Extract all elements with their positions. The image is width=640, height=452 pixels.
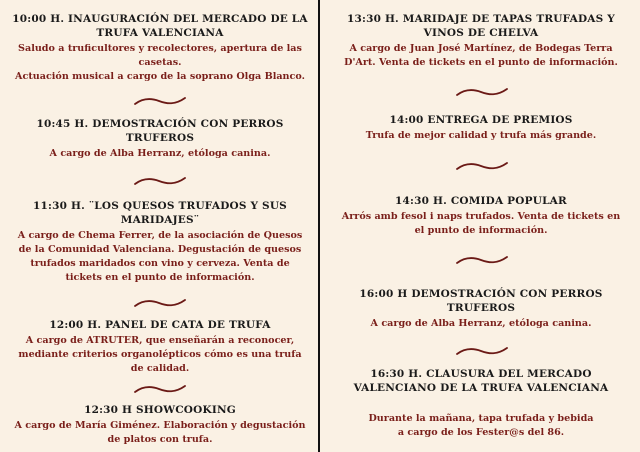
event-desc-line: tickets en el punto de información.: [65, 272, 255, 283]
event-desc-line: A cargo de Alba Herranz, etóloga canina.: [49, 148, 271, 159]
event-title: [0, 403, 320, 417]
ornament-swirl-icon: [133, 175, 187, 187]
event-title: [0, 12, 320, 40]
event-title-line: TRUFA VALENCIANA: [96, 27, 224, 39]
event-description: [322, 42, 640, 70]
event-desc-line: trufados maridados con vino y cerveza. Venta de: [30, 258, 290, 269]
event-title-line: 10:00 H. INAUGURACIÓN DEL MERCADO DE LA: [12, 13, 308, 25]
event-demostracion-perros-2: [322, 287, 640, 331]
event-title-line: 14:00 ENTREGA DE PREMIOS: [389, 114, 573, 126]
event-maridaje-tapas: [322, 12, 640, 70]
event-title: [0, 199, 320, 227]
ornament-swirl-icon: [133, 95, 187, 107]
event-description: [0, 42, 320, 84]
event-title-line: 11:30 H. ¨LOS QUESOS TRUFADOS Y SUS: [33, 200, 287, 212]
event-desc-line: mediante criterios organolépticos cómo es una trufa: [18, 349, 302, 360]
event-quesos-trufados: [0, 199, 320, 285]
event-desc-line: A cargo de Alba Herranz, etóloga canina.: [370, 318, 592, 329]
event-title-line: 16:00 H DEMOSTRACIÓN CON PERROS: [359, 288, 603, 300]
event-title-line: 16:30 H. CLAUSURA DEL MERCADO: [370, 368, 592, 380]
event-title-line: 13:30 H. MARIDAJE DE TAPAS TRUFADAS Y: [346, 13, 615, 25]
event-clausura: [322, 367, 640, 395]
event-showcooking: [0, 403, 320, 447]
event-panel-cata: [0, 318, 320, 376]
event-title-line: 14:30 H. COMIDA POPULAR: [395, 195, 567, 207]
ornament-swirl-icon: [455, 254, 509, 266]
event-desc-line: el punto de información.: [414, 225, 548, 236]
ornament-swirl-icon: [455, 160, 509, 172]
event-desc-line: de platos con trufa.: [107, 434, 213, 445]
event-desc-line: Durante la mañana, tapa trufada y bebida: [368, 413, 594, 424]
event-title-line: 10:45 H. DEMOSTRACIÓN CON PERROS: [36, 118, 284, 130]
event-title-line: 12:30 H SHOWCOOKING: [84, 404, 236, 416]
event-entrega-premios: [322, 113, 640, 143]
event-title-line: VALENCIANO DE LA TRUFA VALENCIANA: [353, 382, 609, 394]
event-description: [322, 317, 640, 331]
event-desc-line: Actuación musical a cargo de la soprano Olga Blanco.: [15, 71, 305, 82]
event-title: [322, 367, 640, 395]
event-description: [0, 229, 320, 285]
event-title-line: TRUFEROS: [125, 132, 195, 144]
event-desc-line: a cargo de los Fester@s del 86.: [397, 427, 565, 438]
ornament-swirl-icon: [133, 297, 187, 309]
event-desc-line: Arrós amb fesol i naps trufados. Venta de tickets en: [341, 211, 621, 222]
event-desc-line: A cargo de María Giménez. Elaboración y degustación: [14, 420, 306, 431]
closing-note: [322, 410, 640, 440]
event-title: [322, 113, 640, 127]
ornament-swirl-icon: [133, 383, 187, 395]
event-desc-line: D'Art. Venta de tickets en el punto de información.: [344, 57, 618, 68]
event-description: [0, 334, 320, 376]
event-desc-line: A cargo de Juan José Martínez, de Bodegas Terra: [349, 43, 613, 54]
event-desc-line: casetas.: [138, 57, 182, 68]
event-desc-line: de calidad.: [130, 363, 190, 374]
event-description: [322, 129, 640, 143]
event-desc-line: A cargo de Chema Ferrer, de la asociación de Quesos: [17, 230, 303, 241]
event-title-line: VINOS DE CHELVA: [423, 27, 539, 39]
event-comida-popular: [322, 194, 640, 238]
ornament-swirl-icon: [455, 345, 509, 357]
event-title-line: 12:00 H. PANEL DE CATA DE TRUFA: [49, 319, 271, 331]
event-demostracion-perros: [0, 117, 320, 161]
ornament-swirl-icon: [455, 86, 509, 98]
event-inauguracion: [0, 12, 320, 84]
event-desc-line: A cargo de ATRUTER, que enseñarán a reconocer,: [25, 335, 295, 346]
event-description: [322, 210, 640, 238]
event-title: [0, 117, 320, 145]
event-title: [322, 194, 640, 208]
event-description: [0, 147, 320, 161]
event-title: [322, 12, 640, 40]
event-title-line: MARIDAJES¨: [120, 214, 200, 226]
event-title-line: TRUFEROS: [446, 302, 516, 314]
event-description: [322, 412, 640, 440]
event-title: [322, 287, 640, 315]
event-description: [0, 419, 320, 447]
event-desc-line: de la Comunidad Valenciana. Degustación de quesos: [18, 244, 302, 255]
event-title: [0, 318, 320, 332]
event-desc-line: Trufa de mejor calidad y trufa más grande.: [365, 130, 597, 141]
event-desc-line: Saludo a truficultores y recolectores, apertura de las: [18, 43, 302, 54]
